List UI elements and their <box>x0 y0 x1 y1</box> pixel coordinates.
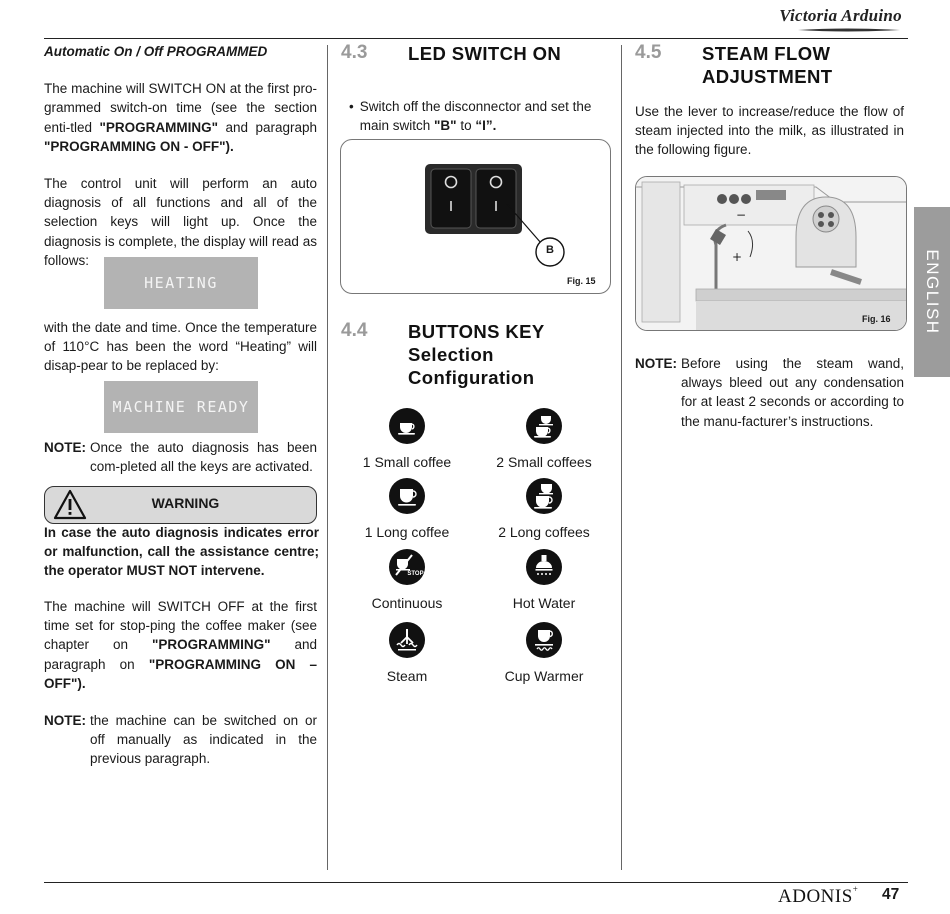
display-machine-ready: MACHINE READY <box>104 381 258 433</box>
two-small-coffees-icon <box>525 407 563 445</box>
brand-logo: Victoria Arduino <box>779 6 902 25</box>
steam-icon <box>388 621 426 659</box>
paragraph-diagnosis: The control unit will perform an auto diagnosis of all functions and all of the selection keys will light up. Once the diagnosis is complete, the display will read as follows: <box>44 176 317 268</box>
warning-box <box>44 486 317 524</box>
note-diagnosis: NOTE: Once the auto diagnosis has been com-pleted all the keys are activated. <box>44 440 317 475</box>
key-1-long-coffee: 1 Long coffee <box>337 477 477 540</box>
key-2-long-coffees: 2 Long coffees <box>474 477 614 540</box>
figure-16-caption: Fig. 16 <box>862 314 891 324</box>
main-switch-illustration <box>341 140 611 294</box>
figure-16 <box>635 176 907 331</box>
section-number-4-5: 4.5 <box>635 42 662 63</box>
column-separator <box>327 45 328 870</box>
language-tab: ENGLISH <box>914 207 950 377</box>
section-heading: Automatic On / Off PROGRAMMED <box>44 44 268 59</box>
figure-15 <box>340 139 611 294</box>
instruction-bullet: • Switch off the disconnector and set the main switch "B" to “I”. <box>349 99 592 134</box>
page-number: 47 <box>882 886 900 903</box>
paragraph-switch-on: The machine will SWITCH ON at the first pro-grammed switch-on time (see the section enti-tled "PROGRAMMING" and paragraph "PROGRAMMING ON - OFF"). <box>44 81 318 154</box>
hot-water-icon <box>525 548 563 586</box>
footer-brand: ADONIS+ <box>778 884 859 907</box>
note-manual: NOTE: the machine can be switched on or off manually as indicated in the previous paragraph. <box>44 713 317 767</box>
bottom-rule <box>44 882 908 883</box>
column-separator <box>621 45 622 870</box>
figure-15-caption: Fig. 15 <box>567 276 596 286</box>
warning-text-block <box>44 523 319 581</box>
paragraph-switch-off: The machine will SWITCH OFF at the first time set for stop-ping the coffee maker (see chapter on "PROGRAMMING" and paragraph on "PROGRAMMING ON – OFF"). <box>44 599 317 691</box>
two-long-coffees-icon <box>525 477 563 515</box>
top-rule <box>44 38 908 39</box>
left-column-bottom <box>44 597 317 769</box>
section-number-4-4: 4.4 <box>341 320 368 341</box>
key-2-small-coffees: 2 Small coffees <box>474 407 614 470</box>
callout-b: B <box>546 244 554 256</box>
svg-text:−: − <box>736 208 747 222</box>
key-1-small-coffee: 1 Small coffee <box>337 407 477 470</box>
warning-label: WARNING <box>151 495 220 511</box>
brand-swoosh-icon <box>796 27 902 33</box>
stop-label: STOP <box>407 571 424 577</box>
steam-paragraph-block <box>635 102 904 160</box>
key-steam: Steam <box>337 621 477 684</box>
paragraph-temperature: with the date and time. Once the temperature of 110°C has been the word “Heating” will disap-pear to be replaced by: <box>44 320 317 374</box>
long-coffee-icon <box>388 477 426 515</box>
section-title-steam-flow: STEAM FLOW ADJUSTMENT <box>702 43 833 87</box>
continuous-icon <box>388 548 426 586</box>
display-heating: HEATING <box>104 257 258 309</box>
warning-text: In case the auto diagnosis indicates error or malfunction, call the assistance centre; the operator MUST NOT intervene. <box>44 525 319 579</box>
paragraph-steam-lever: Use the lever to increase/reduce the flow of steam injected into the milk, as illustrated in the following figure. <box>635 104 904 158</box>
left-column-mid <box>44 318 317 376</box>
section-title-led-switch-on: LED SWITCH ON <box>408 43 562 64</box>
left-column <box>44 42 317 270</box>
note-steam-wand: NOTE: Before using the steam wand, always bleed out any condensation for at least 2 seconds or according to the manu-facturer’s instructions. <box>635 356 904 429</box>
key-continuous: STOP Continuous <box>337 548 477 611</box>
steam-wand-illustration <box>636 177 907 331</box>
section-number-4-3: 4.3 <box>341 42 368 63</box>
small-coffee-icon <box>388 407 426 445</box>
key-cup-warmer: Cup Warmer <box>474 621 614 684</box>
svg-text:+: + <box>732 250 743 264</box>
section-title-buttons-key: BUTTONS KEY Selection Configuration <box>408 321 545 388</box>
cup-warmer-icon <box>525 621 563 659</box>
key-hot-water: Hot Water <box>474 548 614 611</box>
